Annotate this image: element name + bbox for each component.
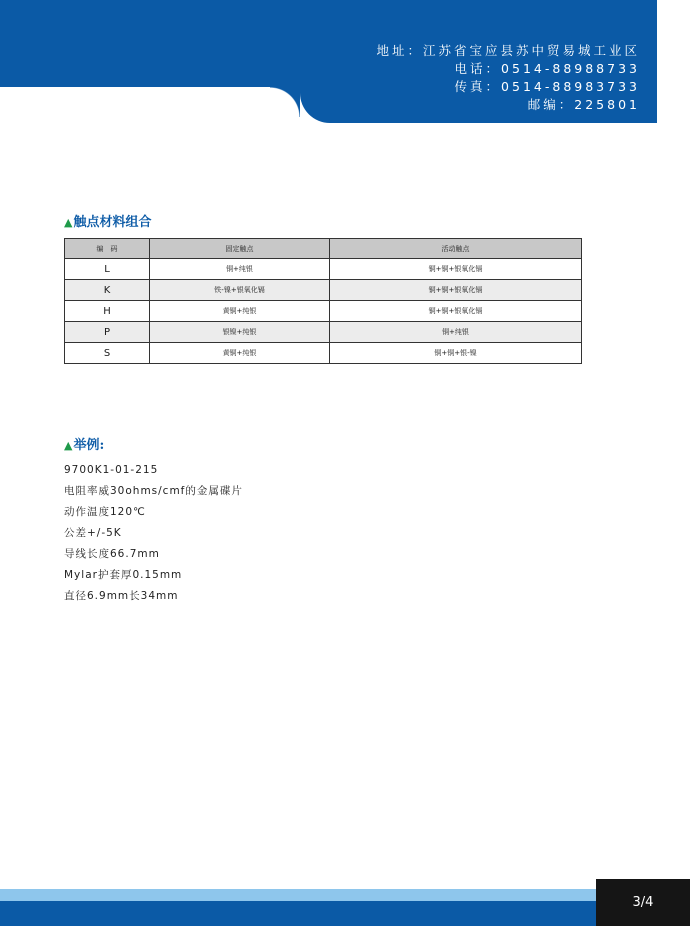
triangle-icon: ▲ — [64, 439, 73, 452]
section-title-text: 举例: — [73, 438, 105, 453]
header-fixed: 固定触点 — [150, 239, 330, 259]
header-code: 编 码 — [65, 239, 150, 259]
example-spec — [64, 460, 243, 607]
fixed-contact-cell: 银镍+纯银 — [150, 322, 330, 343]
fax-line: 传真：0514-88983733 — [454, 79, 640, 94]
contact-material-table — [64, 238, 582, 364]
triangle-icon: ▲ — [64, 216, 73, 229]
code-cell: L — [65, 259, 150, 280]
example-line-model: 9700K1-01-215 — [64, 464, 159, 476]
fixed-contact-cell: 黄铜+纯银 — [150, 343, 330, 364]
code-cell: S — [65, 343, 150, 364]
phone-line: 电话：0514-88988733 — [454, 61, 640, 76]
header-moving: 活动触点 — [330, 239, 582, 259]
footer-stripe-dark — [0, 901, 600, 926]
header-corner — [270, 87, 300, 117]
postcode-line: 邮编：225801 — [527, 97, 640, 112]
table-row — [65, 343, 582, 364]
page-number — [596, 879, 690, 926]
table-row — [65, 301, 582, 322]
example-line-temperature: 动作温度120℃ — [64, 506, 146, 518]
moving-contact-cell: 铜+纯银 — [330, 322, 582, 343]
table-header-row — [65, 239, 582, 259]
example-line-dimensions: 直径6.9mm长34mm — [64, 590, 179, 602]
table-row — [65, 259, 582, 280]
fixed-contact-cell: 铁-镍+银氧化镉 — [150, 280, 330, 301]
section-title-text: 触点材料组合 — [73, 215, 152, 230]
moving-contact-cell: 铜+铜+银-镍 — [330, 343, 582, 364]
table-row — [65, 280, 582, 301]
example-line-resistivity: 电阻率威30ohms/cmf的金属碟片 — [64, 485, 243, 497]
example-line-sleeve: Mylar护套厚0.15mm — [64, 569, 183, 581]
code-cell: K — [65, 280, 150, 301]
section-title-example — [64, 434, 104, 453]
moving-contact-cell: 铜+铜+银氧化镉 — [330, 280, 582, 301]
example-line-tolerance: 公差+/-5K — [64, 527, 122, 539]
page-number-text: 3/4 — [632, 895, 654, 910]
moving-contact-cell: 铜+铜+银氧化镉 — [330, 301, 582, 322]
section-title-materials — [64, 211, 151, 230]
moving-contact-cell: 铜+铜+银氧化镉 — [330, 259, 582, 280]
contact-info — [376, 42, 640, 114]
code-cell: H — [65, 301, 150, 322]
fixed-contact-cell: 黄铜+纯银 — [150, 301, 330, 322]
address-line: 地址：江苏省宝应县苏中贸易城工业区 — [376, 43, 640, 58]
table-row — [65, 322, 582, 343]
example-line-lead-length: 导线长度66.7mm — [64, 548, 160, 560]
footer-stripe-light — [0, 889, 600, 901]
code-cell: P — [65, 322, 150, 343]
fixed-contact-cell: 铜+纯银 — [150, 259, 330, 280]
